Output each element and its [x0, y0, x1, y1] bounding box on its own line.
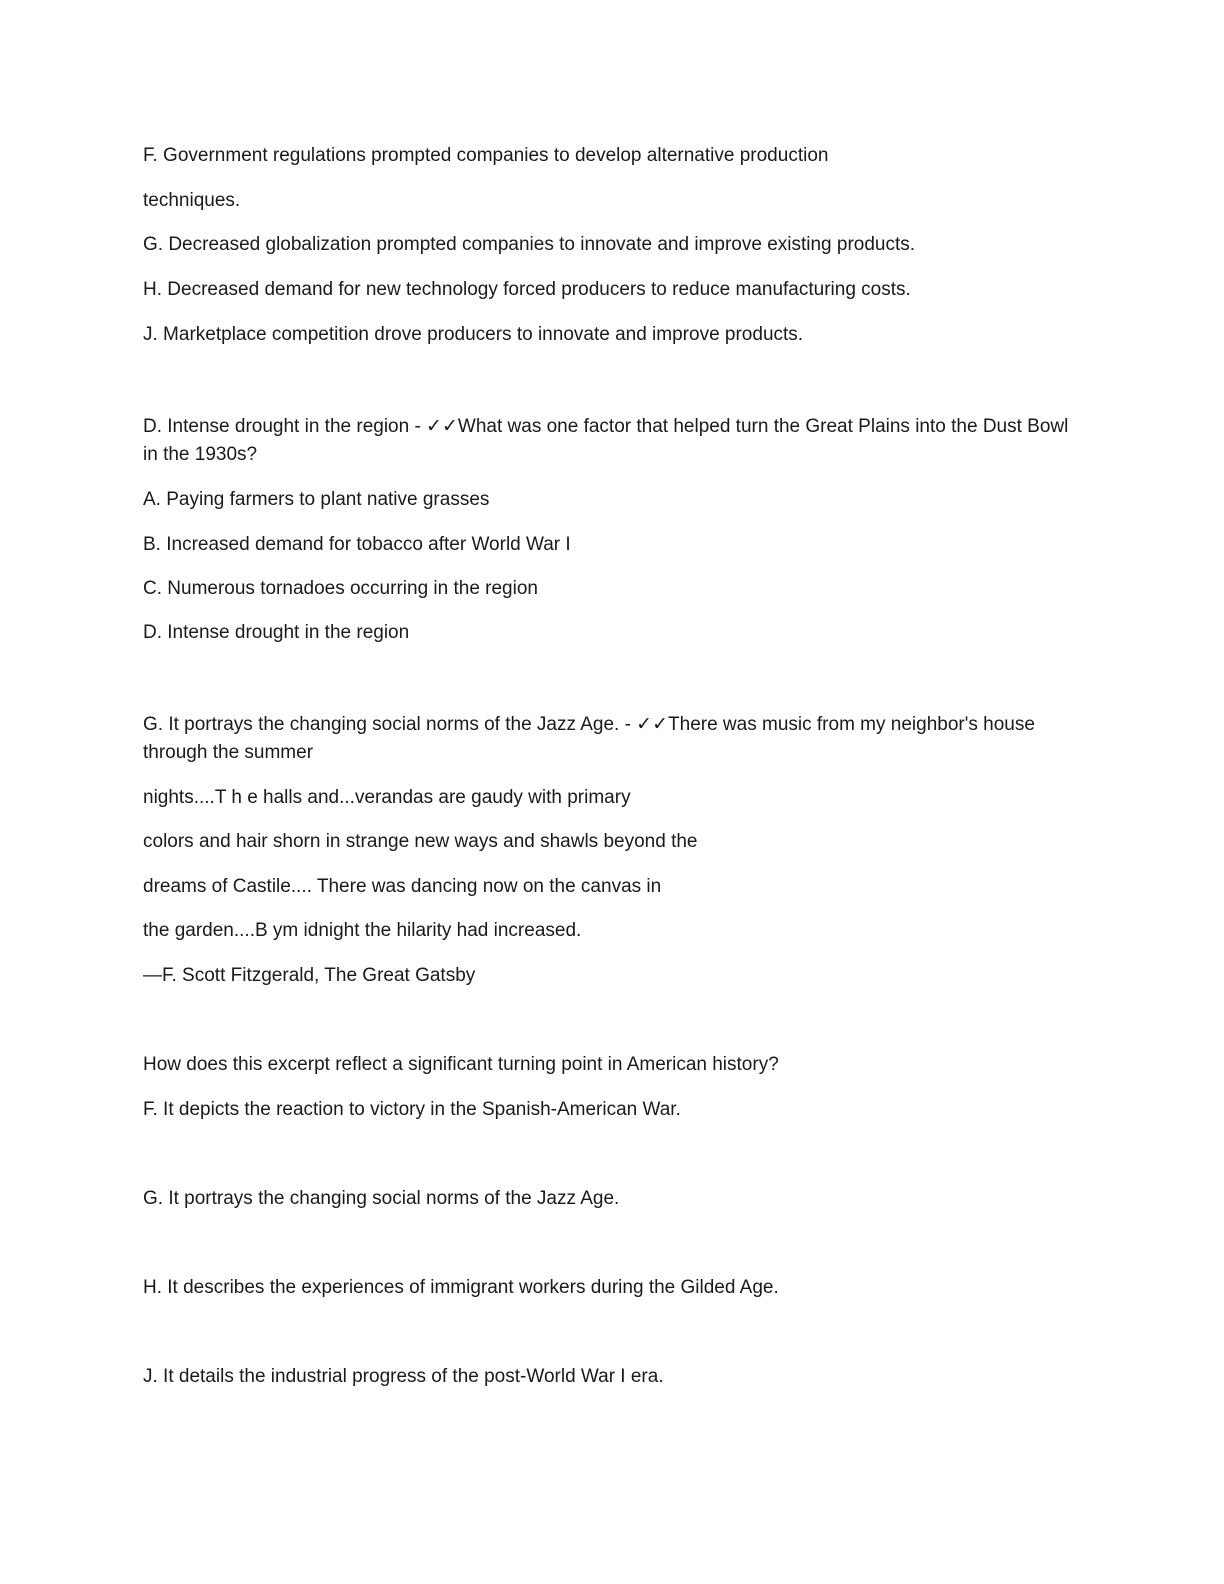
excerpt-attribution: —F. Scott Fitzgerald, The Great Gatsby [143, 965, 476, 986]
answer-option-f: F. Government regulations prompted companies to develop alternative production [143, 145, 829, 166]
excerpt-line-1: nights....T h e halls and...verandas are gaudy with primary [143, 787, 631, 808]
gatsby-option-g: G. It portrays the changing social norms of the Jazz Age. [143, 1188, 620, 1209]
gatsby-question: G. It portrays the changing social norms of the Jazz Age. - ✓✓There was music from my neighbor's house through the summer [143, 714, 1041, 763]
dust-bowl-option-c: C. Numerous tornadoes occurring in the region [143, 578, 538, 599]
dust-bowl-question: D. Intense drought in the region - ✓✓What was one factor that helped turn the Great Plains into the Dust Bowl in the 1930s? [143, 416, 1074, 465]
excerpt-line-4: the garden....B ym idnight the hilarity had increased. [143, 920, 582, 941]
gatsby-option-h: H. It describes the experiences of immigrant workers during the Gilded Age. [143, 1277, 779, 1298]
dust-bowl-option-b: B. Increased demand for tobacco after World War I [143, 534, 571, 555]
dust-bowl-option-a: A. Paying farmers to plant native grasses [143, 489, 490, 510]
excerpt-line-3: dreams of Castile.... There was dancing now on the canvas in [143, 876, 662, 897]
gatsby-option-j: J. It details the industrial progress of the post-World War I era. [143, 1366, 664, 1387]
answer-option-h: H. Decreased demand for new technology forced producers to reduce manufacturing costs. [143, 279, 911, 300]
excerpt-line-2: colors and hair shorn in strange new ways and shawls beyond the [143, 831, 698, 852]
gatsby-option-f: F. It depicts the reaction to victory in the Spanish-American War. [143, 1099, 681, 1120]
answer-option-f-continued: techniques. [143, 190, 241, 211]
answer-option-g: G. Decreased globalization prompted companies to innovate and improve existing products. [143, 234, 916, 255]
answer-option-j: J. Marketplace competition drove producers to innovate and improve products. [143, 324, 804, 345]
dust-bowl-option-d: D. Intense drought in the region [143, 622, 410, 643]
turning-point-prompt: How does this excerpt reflect a significant turning point in American history? [143, 1054, 779, 1075]
